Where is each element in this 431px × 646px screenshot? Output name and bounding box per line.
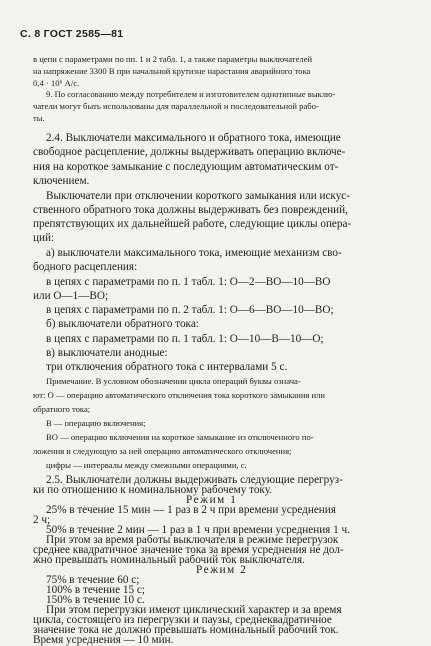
text-line: в цепях с параметрами по п. 1 табл. 1: О—10—В—10—О;	[46, 333, 324, 345]
text-line: три отключения обратного тока с интервалами 5 с.	[46, 361, 288, 373]
text-line: ций:	[33, 232, 55, 244]
note-line: ложения и следующую за ней операцию автоматического отключения;	[33, 446, 292, 456]
text-line: 150% в течение 10 с.	[46, 594, 145, 606]
text-line: в цепях с параметрами по п. 1 табл. 1: О—2—ВО—10—ВО	[46, 276, 331, 288]
text-line: 75% в течение 60 с;	[46, 574, 140, 586]
note-line: ют: О — операцию автоматического отключения тока короткого замыкания или	[33, 390, 326, 400]
text-line: 25% в течение 15 мин — 1 раз в 2 ч при времени усреднения	[46, 504, 336, 516]
text-line: свободное расцепление, должны выдерживать операцию включе-	[33, 146, 346, 158]
note-line: обратного тока;	[33, 404, 91, 414]
text-line: чатели могут быть использованы для параллельной и последовательной рабо-	[33, 101, 319, 111]
note-line: ВО — операцию включения на короткое замыкание из отключенного по-	[46, 432, 314, 442]
text-line: препятствующих их дальнейшей работе, следующие циклы опера-	[33, 218, 352, 230]
note-line: цифры — интервалы между смежными операциями, с.	[46, 460, 247, 470]
text-line: на напряжение 3300 В при начальной крутизне нарастания аварийного тока	[33, 66, 311, 76]
text-line: цикла, состоящего из перегрузки и паузы, среднеквадратичное	[33, 614, 332, 626]
section-heading: Режим 2	[196, 564, 248, 576]
text-line: в цепи с параметрами по пп. 1 и 2 табл. 1, а также параметры выключателей	[33, 54, 313, 64]
text-line: 2.4. Выключатели максимального и обратного тока, имеющие	[46, 132, 341, 144]
text-line: б) выключатели обратного тока:	[46, 318, 199, 330]
text-line: 9. По согласованию между потребителем и изготовителем однотипные выклю-	[46, 89, 336, 99]
text-line: 0,4 · 10⁶ А/с.	[33, 78, 80, 88]
text-line: ственного обратного тока должны выдерживать без повреждений,	[33, 204, 348, 216]
text-line: жно превышать номинальный рабочий ток выключателя.	[33, 554, 305, 566]
text-line: в цепях с параметрами по п. 2 табл. 1: О—6—ВО—10—ВО;	[46, 304, 334, 316]
text-line: При этом за время работы выключателя в режиме перегрузок	[46, 534, 339, 546]
text-line: значение тока не должно превышать номинальный рабочий ток.	[33, 624, 339, 636]
text-line: в) выключатели анодные:	[46, 347, 168, 359]
section-heading: Режим 1	[186, 494, 238, 506]
text-line: При этом перегрузки имеют циклический характер и за время	[46, 604, 342, 616]
text-line: ки по отношению к номинальному рабочему току.	[33, 484, 272, 496]
text-line: или О—1—ВО;	[33, 290, 109, 302]
text-line: Время усреднения — 10 мин.	[33, 634, 174, 646]
text-line: Выключатели при отключении короткого замыкания или искус-	[46, 190, 350, 202]
text-line: 50% в течение 2 мин — 1 раз в 1 ч при времени усреднения 1 ч.	[46, 524, 350, 536]
text-line: 2.5. Выключатели должны выдерживать следующие перегруз-	[46, 474, 343, 486]
text-line: ключением.	[33, 175, 90, 187]
note-line: Примечание. В условном обозначении цикла операций буквы означа-	[46, 376, 301, 386]
note-line: В — операцию включения;	[46, 418, 146, 428]
page-header: С. 8 ГОСТ 2585—81	[20, 28, 124, 40]
text-line: среднее квадратичное значение тока за время усреднения не дол-	[33, 544, 344, 556]
text-line: а) выключатели максимального тока, имеющие механизм сво-	[46, 247, 342, 259]
text-line: бодного расцепления:	[33, 261, 138, 273]
text-line: ния на короткое замыкание с последующим автоматическим от-	[33, 161, 339, 173]
text-line: 100% в течение 15 с;	[46, 584, 145, 596]
text-line: ты.	[33, 113, 45, 123]
text-line: 2 ч;	[33, 514, 51, 526]
